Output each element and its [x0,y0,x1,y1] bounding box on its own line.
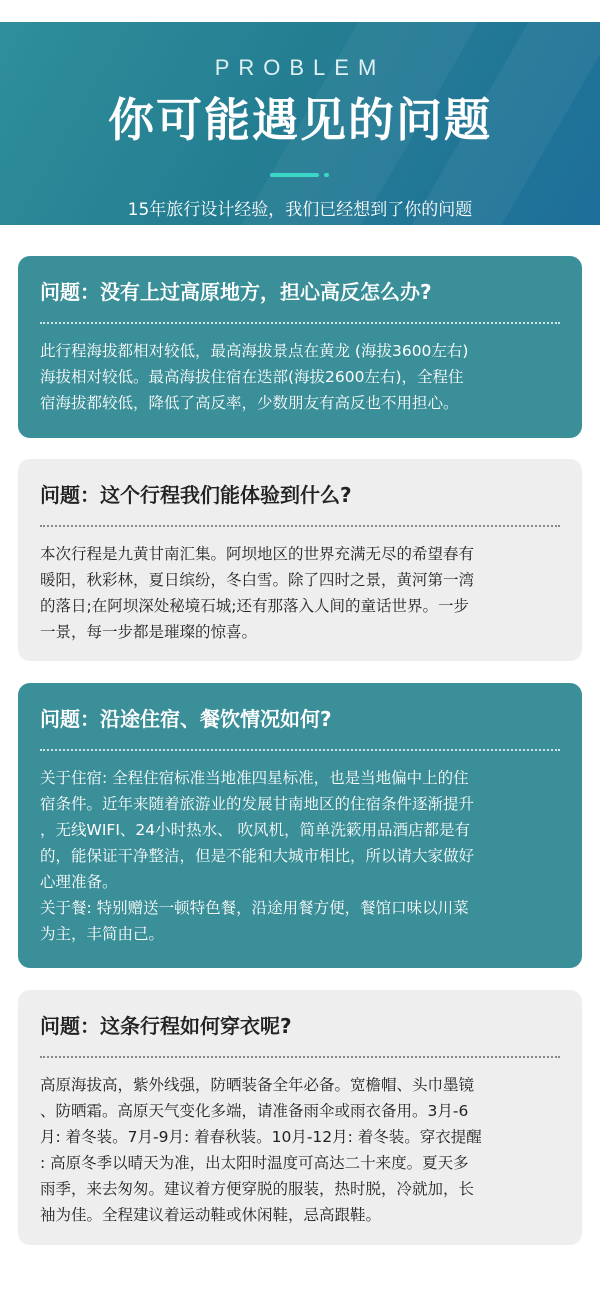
faq-card-lodging [18,683,582,968]
answer-line: 关于住宿: 全程住宿标准当地准四星标准，也是当地偏中上的住 [40,769,469,787]
title-divider [270,173,330,177]
dotted-divider [40,749,560,751]
faq-card-experience [18,459,582,661]
answer-line: 海拔相对较低。最高海拔住宿在迭部(海拔2600左右)，全程住 [40,368,464,386]
answer-line: 月: 着冬装。7月-9月: 着春秋装。10月-12月: 着冬装。穿衣提醒 [40,1128,482,1146]
page-subtitle: 15年旅行设计经验，我们已经想到了你的问题 [127,200,473,220]
faq-card-clothing [18,990,582,1245]
faq-question: 问题：这个行程我们能体验到什么? [40,483,352,507]
answer-line: 一景，每一步都是璀璨的惊喜。 [40,623,258,641]
faq-answer [40,541,560,645]
answer-line: 心理准备。 [40,873,118,891]
faq-answer [40,1072,560,1228]
faq-question: 问题：这条行程如何穿衣呢? [40,1014,292,1038]
answer-line: 雨季，来去匆匆。建议着方便穿脱的服装，热时脱，冷就加，长 [40,1180,475,1198]
answer-line: 袖为佳。全程建议着运动鞋或休闲鞋，忌高跟鞋。 [40,1206,382,1224]
page-title: 你可能遇见的问题 [108,93,492,147]
answer-line: 、防晒霜。高原天气变化多端，请准备雨伞或雨衣备用。3月-6 [40,1102,469,1120]
faq-answer [40,765,560,947]
answer-line: 高原海拔高，紫外线强，防晒装备全年必备。宽檐帽、头巾墨镜 [40,1076,475,1094]
header-kicker: PROBLEM [214,55,386,80]
faq-question: 问题：沿途住宿、餐饮情况如何? [40,707,332,731]
answer-line: : 高原冬季以晴天为准，出太阳时温度可高达二十来度。夏天多 [40,1154,469,1172]
answer-line: 关于餐: 特别赠送一顿特色餐，沿途用餐方便，餐馆口味以川菜 [40,899,469,917]
answer-line: 暖阳，秋彩林，夏日缤纷，冬白雪。除了四时之景，黄河第一湾 [40,571,475,589]
answer-line: 宿条件。近年来随着旅游业的发展甘南地区的住宿条件逐渐提升 [40,795,475,813]
dotted-divider [40,525,560,527]
faq-question: 问题：没有上过高原地方，担心高反怎么办? [40,280,432,304]
faq-answer [40,338,560,416]
answer-line: 的，能保证干净整洁，但是不能和大城市相比，所以请大家做好 [40,847,475,865]
answer-line: ，无线WIFI、24小时热水、 吹风机，简单洗簌用品酒店都是有 [40,821,471,839]
dotted-divider [40,1056,560,1058]
header-banner [0,22,600,225]
answer-line: 为主，丰简由己。 [40,925,165,943]
answer-line: 的落日;在阿坝深处秘境石城;还有那落入人间的童话世界。一步 [40,597,469,615]
faq-card-altitude [18,256,582,438]
dotted-divider [40,322,560,324]
answer-line: 宿海拔都较低，降低了高反率，少数朋友有高反也不用担心。 [40,394,459,412]
answer-line: 此行程海拔都相对较低，最高海拔景点在黄龙 (海拔3600左右) [40,342,469,360]
answer-line: 本次行程是九黄甘南汇集。阿坝地区的世界充满无尽的希望春有 [40,545,475,563]
